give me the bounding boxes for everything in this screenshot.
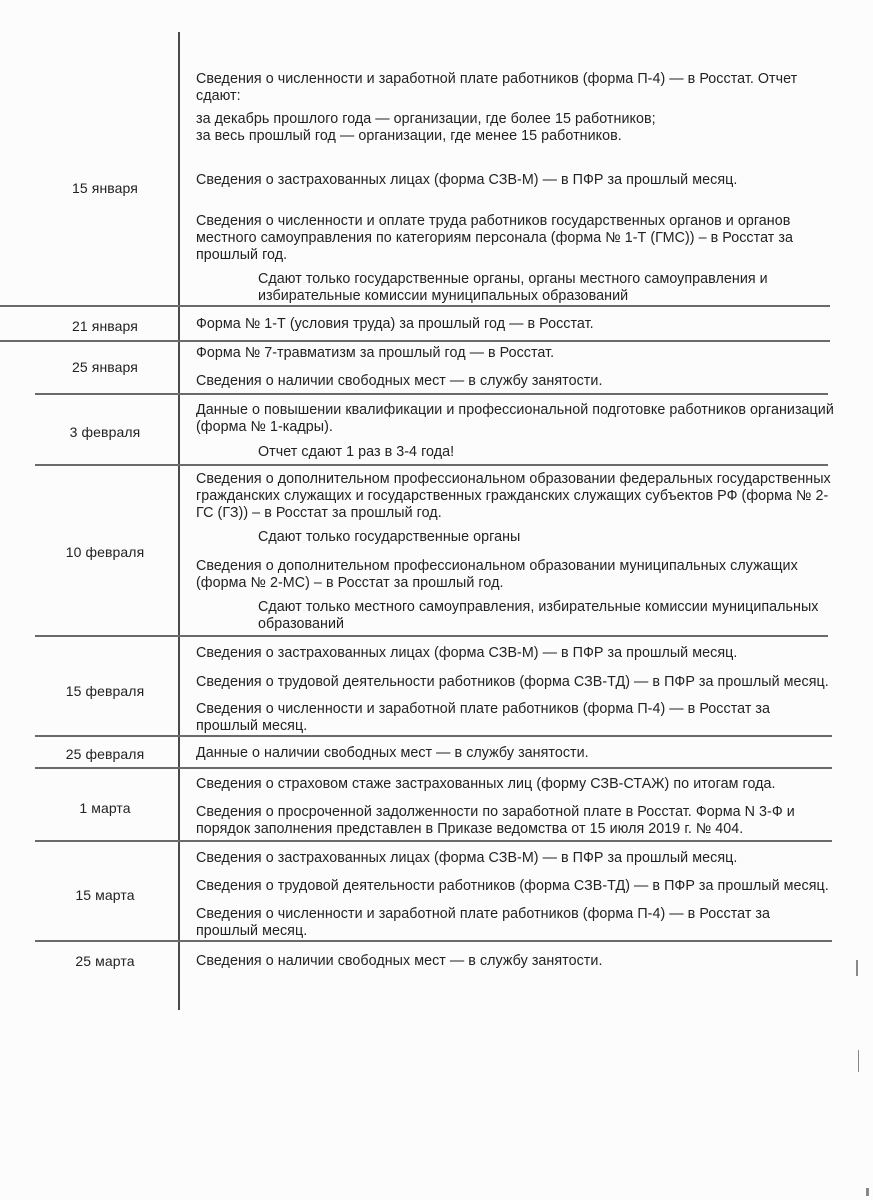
row-item: Сведения о застрахованных лицах (форма СЗВ-М) — в ПФР за прошлый месяц. <box>196 850 738 866</box>
row-date: 15 марта <box>75 887 135 903</box>
row-item: Сведения о наличии свободных мест — в службу занятости. <box>196 373 603 389</box>
row-item: за декабрь прошлого года — организации, где более 15 работников; <box>196 111 656 127</box>
row-item: Сведения о численности и оплате труда работников государственных органов и органов местного самоуправления по категориям персонала (форма № 1-Т (ГМС)) – в Росстат за прошлый год. <box>196 213 793 263</box>
scan-edge-mark <box>866 1188 869 1196</box>
row-item: Форма № 7-травматизм за прошлый год — в Росстат. <box>196 345 555 361</box>
scan-edge-mark <box>856 960 858 976</box>
row-separator <box>35 767 832 769</box>
row-date: 15 февраля <box>65 683 145 699</box>
row-item: Форма № 1-Т (условия труда) за прошлый год — в Росстат. <box>196 316 594 332</box>
row-item: Сведения о застрахованных лицах (форма СЗВ-М) — в ПФР за прошлый месяц. <box>196 645 738 661</box>
row-separator <box>35 840 832 842</box>
row-date: 3 февраля <box>69 424 141 440</box>
row-item: Данные о повышении квалификации и профессиональной подготовке работников организаций (форма № 1-кадры). <box>196 402 834 435</box>
row-separator <box>35 735 832 737</box>
row-separator <box>35 393 828 395</box>
row-date: 10 февраля <box>65 544 145 560</box>
row-date: 25 января <box>72 359 138 375</box>
row-separator <box>35 635 828 637</box>
row-item: Сведения о дополнительном профессиональном образовании федеральных государственных гражданских служащих и государственных гражданских служащих субъектов РФ (форма № 2-ГС (ГЗ)) – в Росстат за прошлый год. <box>196 471 831 521</box>
row-note: Отчет сдают 1 раз в 3-4 года! <box>258 444 455 460</box>
row-date: 1 марта <box>79 800 131 816</box>
row-note: Сдают только государственные органы, органы местного самоуправления и избирательные комиссии муниципальных образований <box>258 271 768 304</box>
row-item: Сведения о трудовой деятельности работников (форма СЗВ-ТД) — в ПФР за прошлый месяц. <box>196 674 829 690</box>
row-item: Сведения о застрахованных лицах (форма СЗВ-М) — в ПФР за прошлый месяц. <box>196 172 738 188</box>
row-note: Сдают только государственные органы <box>258 529 521 545</box>
scan-edge-mark <box>858 1050 859 1072</box>
row-separator <box>35 940 832 942</box>
row-item: Сведения о численности и заработной плате работников (форма П-4) — в Росстат за прошлый месяц. <box>196 701 771 734</box>
row-item: за весь прошлый год — организации, где менее 15 работников. <box>196 128 622 144</box>
row-note: Сдают только местного самоуправления, избирательные комиссии муниципальных образований <box>258 599 819 632</box>
row-item: Сведения о дополнительном профессиональном образовании муниципальных служащих (форма № 2-МС) – в Росстат за прошлый год. <box>196 558 798 591</box>
row-separator <box>35 464 828 466</box>
row-separator <box>0 305 830 307</box>
row-item: Сведения о численности и заработной плате работников (форма П-4) — в Росстат. Отчет сдают: <box>196 71 798 104</box>
row-item: Сведения о наличии свободных мест — в службу занятости. <box>196 953 603 969</box>
row-date: 25 марта <box>75 953 135 969</box>
row-date: 15 января <box>72 180 138 196</box>
row-date: 25 февраля <box>65 746 145 762</box>
row-item: Сведения о трудовой деятельности работников (форма СЗВ-ТД) — в ПФР за прошлый месяц. <box>196 878 829 894</box>
row-date: 21 января <box>72 318 138 334</box>
row-item: Сведения о просроченной задолженности по заработной плате в Росстат. Форма N 3-Ф и порядок заполнения представлен в Приказе ведомства от 15 июля 2019 г. № 404. <box>196 804 795 837</box>
row-item: Сведения о численности и заработной плате работников (форма П-4) — в Росстат за прошлый месяц. <box>196 906 771 939</box>
column-divider <box>178 32 180 1010</box>
row-item: Данные о наличии свободных мест — в службу занятости. <box>196 745 589 761</box>
row-separator <box>0 340 830 342</box>
row-item: Сведения о страховом стаже застрахованных лиц (форму СЗВ-СТАЖ) по итогам года. <box>196 776 776 792</box>
